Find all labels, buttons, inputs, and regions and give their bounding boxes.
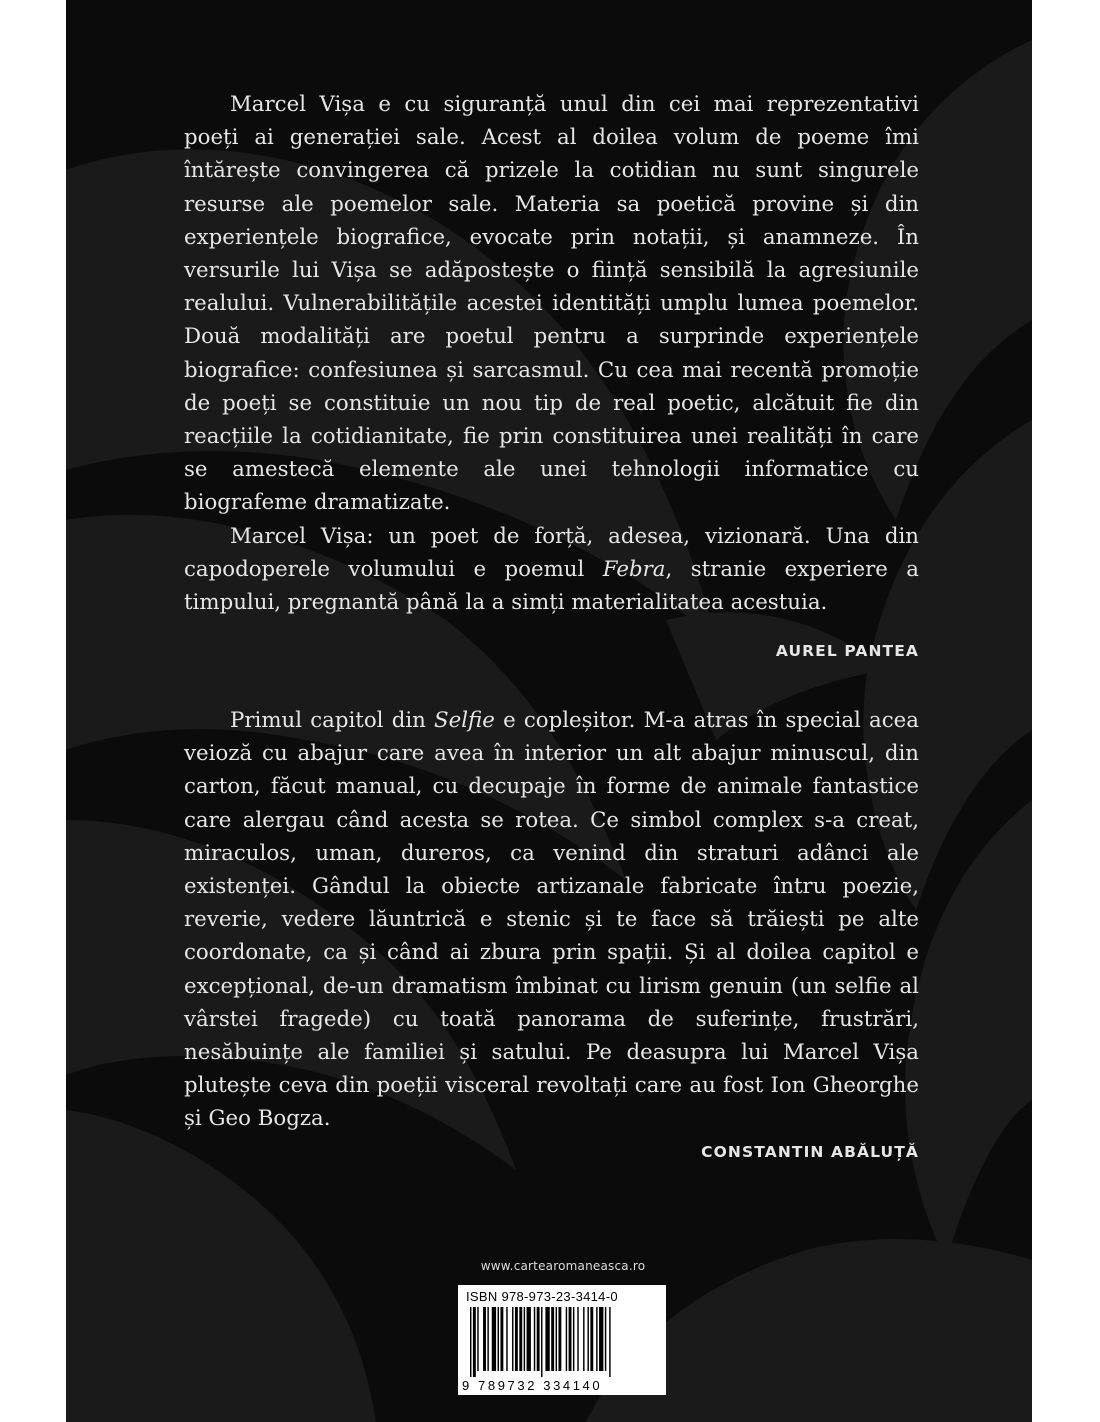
barcode-bars — [470, 1307, 654, 1377]
isbn-label: ISBN 978-973-23-3414-0 — [466, 1289, 618, 1304]
back-cover — [66, 0, 1032, 1422]
author-name: AUREL PANTEA — [775, 642, 919, 660]
paragraph-text: e copleșitor. M-a atras în special acea veioză cu abajur care avea în interior un alt abajur minuscul, din carton, făcut manual, cu decupaje în forme de animale fantastice care alergau când acesta se rotea. Ce simbol complex s-a creat, miraculos, uman, dureros, ca venind din straturi adânci ale existenței. Gândul la obiecte artizanale fabricate întru poezie, reverie, vedere lăuntrică e stenic și te face să trăiești pe alte coordonate, ca și când ai zbura prin spații. Și al doilea capitol e excepțional, de-un dramatism îmbinat cu lirism genuin (un selfie al vârstei fragede) cu toată panorama de suferințe, frustrări, nesăbuințe ale familiei și satului. Pe deasupra lui Marcel Vișa plutește ceva din poeții visceral revoltați care au fost Ion Gheorghe și Geo Bogza. — [184, 708, 919, 1132]
publisher-website: www.cartearomaneasca.ro — [480, 1259, 646, 1273]
book-title: Selfie — [434, 708, 495, 733]
paragraph-text: , stranie experiere a timpului, pregnantă până la a simți materialitatea acestuia. — [184, 556, 919, 616]
paragraph-text: Primul capitol din — [230, 708, 435, 733]
poem-title: Febra — [602, 556, 666, 582]
author-name: CONSTANTIN ABĂLUȚĂ — [701, 1143, 919, 1161]
review-paragraph: Marcel Vișa e cu siguranță unul din cei mai reprezentativi poeți ai generației sale. Acest al doilea volum de poeme îmi întărește convingerea că prizele la cotidian nu sunt singurele resurse ale poemelor sale. Materia sa poetică provine și din experiențele biografice, evocate prin notații, și anamneze. În versurile lui Vișa se adăpostește o ființă sensibilă la agresiunile realului. Vulnerabilitățile acestei identități umplu lumea poemelor. Două modalități are poetul pentru a surprinde experiențele biografice: confesiunea și sarcasmul. Cu cea mai recentă promoție de poeți se constituie un nou tip de real poetic, alcătuit fie din reacțiile la cotidianitate, fie prin constituirea unei realități în care se amestecă elemente ale unei tehnologii informatice cu biografeme dramatizate. — [184, 92, 919, 516]
isbn-barcode — [458, 1285, 666, 1395]
review-paragraph — [184, 520, 919, 620]
review-aurel-pantea — [184, 88, 919, 619]
review-constantin-abaluta — [184, 704, 919, 1136]
review-paragraph — [184, 704, 919, 1136]
paragraph-text: Marcel Vișa: un poet de forță, adesea, vizionară. Una din capodoperele volumului e poemul — [184, 523, 919, 582]
barcode-digits: 9 789732 334140 — [462, 1378, 603, 1393]
